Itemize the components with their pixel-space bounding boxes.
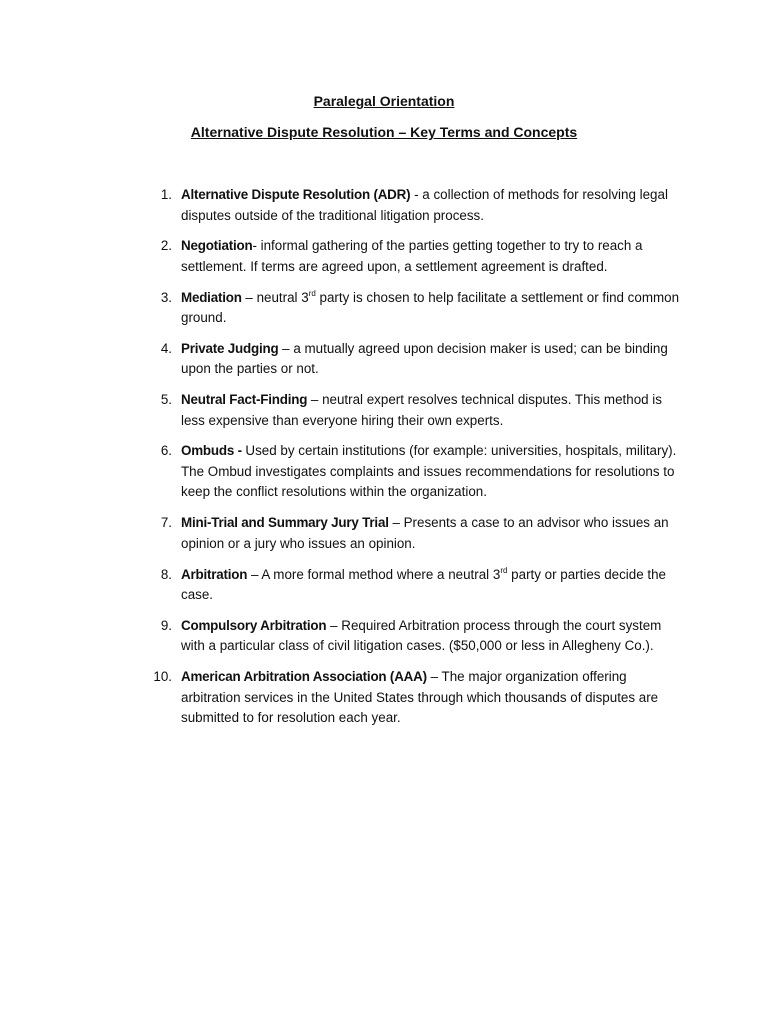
item-definition: – Required Arbitration process through the court system with a particular class of civil litigation cases. ($50,000 or less in Allegheny Co.). — [181, 617, 662, 654]
item-number: 7. — [160, 515, 172, 531]
item-term: Arbitration — [181, 566, 248, 582]
item-definition — [181, 567, 666, 603]
item-number: 1. — [160, 187, 172, 202]
document-subtitle: Alternative Dispute Resolution – Key Terms and Concepts — [190, 124, 578, 140]
item-term: Negotiation — [181, 238, 253, 254]
item-number: 2. — [160, 238, 172, 254]
definition-text: party is chosen to help facilitate a settlement or find common ground. — [181, 289, 680, 326]
list-item — [150, 236, 685, 277]
item-number: 9. — [160, 617, 172, 633]
item-number: 6. — [160, 443, 172, 459]
item-definition: – Presents a case to an advisor who issues an opinion or a jury who issues an opinion. — [181, 515, 669, 551]
item-number: 5. — [160, 392, 172, 408]
item-term: American Arbitration Association (AAA) — [181, 669, 427, 685]
item-definition: – neutral expert resolves technical disputes. This method is less expensive than everyone hiring their own experts. — [181, 392, 662, 428]
ordinal-suffix: rd — [308, 288, 316, 298]
definition-text: – neutral 3 — [241, 289, 309, 305]
item-definition — [181, 290, 679, 326]
list-item — [150, 513, 685, 554]
ordinal-suffix: rd — [500, 565, 508, 575]
item-term: Mediation — [181, 289, 242, 305]
list-item — [150, 390, 685, 431]
item-definition: – a mutually agreed upon decision maker is used; can be binding upon the parties or not. — [181, 340, 668, 377]
item-number: 8. — [160, 566, 172, 582]
list-item — [150, 667, 685, 729]
definition-text: – A more formal method where a neutral 3 — [247, 566, 501, 582]
item-term: Ombuds - — [181, 443, 246, 459]
item-term: Mini-Trial and Summary Jury Trial — [181, 515, 389, 531]
item-definition: Used by certain institutions (for example: universities, hospitals, military). The Ombud investigates complaints and issues recommendations for resolutions to keep the conflict resolutions within the organization. — [181, 443, 677, 500]
list-item — [150, 616, 685, 657]
item-term: Private Judging — [181, 340, 279, 356]
item-definition: - a collection of methods for resolving legal disputes outside of the traditional litigation process. — [181, 187, 668, 223]
item-term: Neutral Fact-Finding — [181, 392, 308, 408]
list-item — [150, 565, 685, 606]
list-item — [150, 185, 685, 226]
definition-text: party or parties decide the case. — [181, 566, 666, 603]
list-item — [150, 441, 685, 503]
item-number: 3. — [160, 289, 172, 305]
terms-list — [150, 185, 685, 739]
document-title: Paralegal Orientation — [313, 93, 455, 109]
item-term: Compulsory Arbitration — [181, 617, 327, 633]
list-item — [150, 288, 685, 329]
list-item — [150, 339, 685, 380]
item-term: Alternative Dispute Resolution (ADR) — [181, 187, 411, 202]
item-number: 4. — [160, 340, 172, 356]
item-definition: - informal gathering of the parties getting together to try to reach a settlement. If terms are agreed upon, a settlement agreement is drafted. — [181, 238, 643, 274]
item-definition: – The major organization offering arbitration services in the United States through which thousands of disputes are submitted to for resolution each year. — [181, 669, 659, 726]
item-number: 10. — [153, 669, 172, 685]
